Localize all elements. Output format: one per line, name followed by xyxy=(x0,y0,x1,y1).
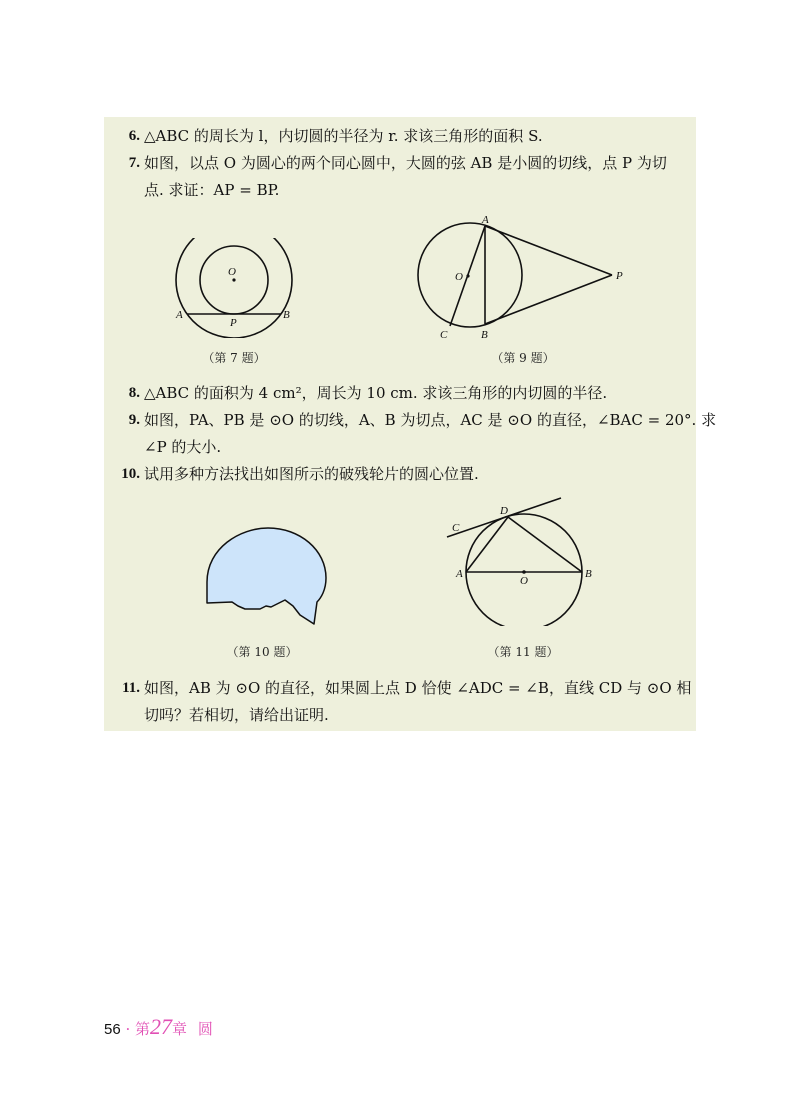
label-o: O xyxy=(455,271,463,283)
figure-9-caption: （第 9 题） xyxy=(491,351,555,365)
problem-number: 10. xyxy=(121,466,140,482)
label-d: D xyxy=(500,505,508,517)
figure-11 xyxy=(440,494,600,626)
circle-o xyxy=(466,514,582,626)
label-o: O xyxy=(228,266,236,278)
problem-text: △ABC 的周长为 l，内切圆的半径为 r. 求该三角形的面积 S. xyxy=(144,127,543,145)
problem-text-line2: 切吗？若相切，请给出证明. xyxy=(144,706,329,724)
label-a: A xyxy=(482,214,489,226)
label-p: P xyxy=(230,317,237,329)
page-number: 56 xyxy=(104,1021,121,1038)
chapter-prefix: 第 xyxy=(135,1020,151,1038)
problem-text: 如图，PA、PB 是 ⊙O 的切线，A、B 为切点，AC 是 ⊙O 的直径，∠BAC = 20°. 求 xyxy=(144,411,717,429)
figure-7 xyxy=(170,238,302,338)
problem-text-line2: ∠P 的大小. xyxy=(144,438,222,456)
problem-text: 如图，AB 为 ⊙O 的直径，如果圆上点 D 恰使 ∠ADC = ∠B，直线 CD 与 ⊙O 相 xyxy=(144,679,692,697)
chapter-title: 圆 xyxy=(197,1020,213,1038)
problem-number: 11. xyxy=(122,680,140,696)
chapter-number: 27 xyxy=(150,1014,173,1039)
label-o: O xyxy=(520,575,528,587)
label-c: C xyxy=(452,522,460,534)
label-a: A xyxy=(456,568,463,580)
tangent-pa xyxy=(485,226,612,275)
problem-number: 9. xyxy=(128,412,140,428)
figure-7-caption: （第 7 题） xyxy=(202,351,266,365)
figure-11-caption: （第 11 题） xyxy=(487,645,559,659)
figure-10 xyxy=(200,525,330,630)
figure-9 xyxy=(410,212,632,340)
center-point xyxy=(466,274,469,277)
problem-number: 8. xyxy=(128,385,140,401)
center-point xyxy=(522,570,526,574)
label-a: A xyxy=(176,309,183,321)
figure-10-caption: （第 10 题） xyxy=(226,645,298,659)
problem-text-line2: 点. 求证：AP = BP. xyxy=(144,181,280,199)
circle-o xyxy=(418,223,522,327)
chapter-suffix: 章 xyxy=(172,1020,188,1038)
center-point xyxy=(232,278,235,281)
problem-text: △ABC 的面积为 4 cm²，周长为 10 cm. 求该三角形的内切圆的半径. xyxy=(144,384,608,402)
segment-db xyxy=(508,517,582,572)
footer-separator: · xyxy=(125,1020,131,1038)
problem-text: 如图，以点 O 为圆心的两个同心圆中，大圆的弦 AB 是小圆的切线，点 P 为切 xyxy=(144,154,667,172)
problem-number: 6. xyxy=(128,128,140,144)
label-b: B xyxy=(585,568,592,580)
label-b: B xyxy=(481,329,488,340)
problem-number: 7. xyxy=(128,155,140,171)
tangent-pb xyxy=(485,275,612,324)
label-c: C xyxy=(440,329,448,340)
problem-text: 试用多种方法找出如图所示的破残轮片的圆心位置. xyxy=(144,465,479,483)
page-footer xyxy=(104,1014,213,1040)
broken-wheel-shape xyxy=(207,528,326,624)
label-b: B xyxy=(283,309,290,321)
label-p: P xyxy=(616,270,623,282)
